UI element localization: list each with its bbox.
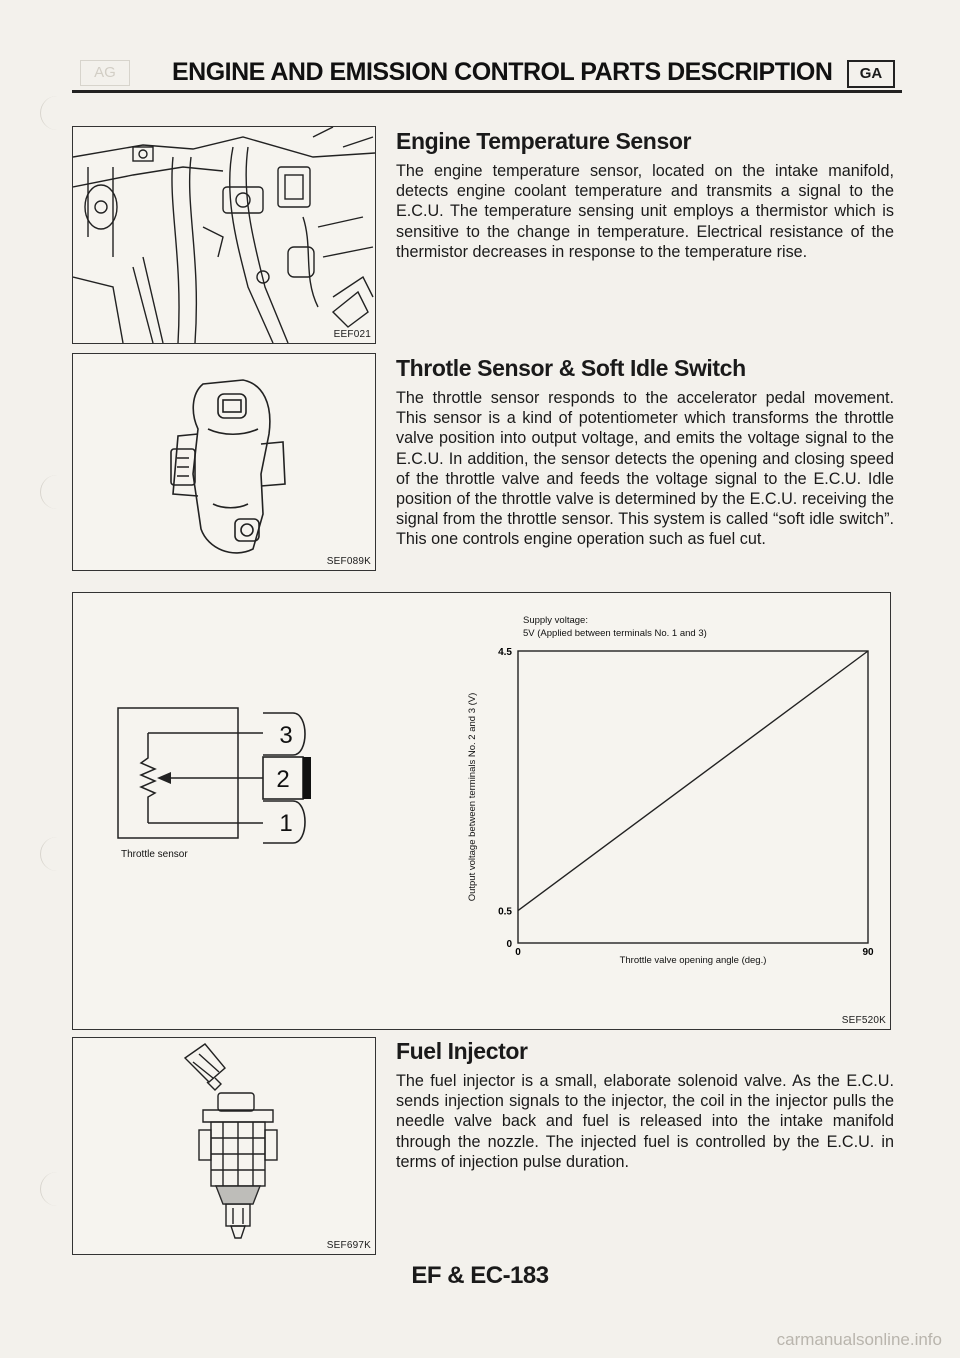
chart-subtitle: 5V (Applied between terminals No. 1 and 3) [523,628,707,639]
engine-temp-sensor-figure [72,126,376,344]
chart-plot-frame [518,651,868,943]
throttle-sensor-illustration [73,354,375,570]
connector-latch [303,757,311,799]
engine-temp-section [396,128,894,262]
punch-hole-mark [40,96,67,130]
figure-code: SEF697K [326,1240,371,1251]
terminal-2-label: 2 [276,766,290,793]
terminal-1-label: 1 [279,810,293,837]
page-number: EF & EC-183 [411,1262,549,1289]
fuel-injector-figure [72,1037,376,1255]
punch-hole-mark [40,837,67,871]
chart-y-tick-label: 4.5 [498,647,512,658]
section-body: The throttle sensor responds to the accelerator pedal movement. This sensor is a kind of potentiometer which transforms the throttle valve position into output voltage, and emits the voltage signal to the E.C.U. In addition, the sensor detects the opening and closing speed of the throttle valve and feeds the voltage signal to the E.C.U. Idle position of the throttle valve is determined by the E.C.U. receiving the signal from the throttle sensor. This system is called “soft idle switch”. This one controls engine operation such as fuel cut. [396,389,894,549]
section-body: The fuel injector is a small, elaborate solenoid valve. As the E.C.U. sends injection signals to the injector, the coil in the injector pulls the needle valve back and fuel is released into the intake manifold through the nozzle. The injected fuel is controlled by the E.C.U. in terms of injection pulse duration. [396,1072,894,1171]
punch-hole-mark [40,1172,67,1206]
figure-code: EEF021 [333,329,371,340]
figure-code: SEF520K [841,1015,886,1026]
page-title: ENGINE AND EMISSION CONTROL PARTS DESCRIPTION [172,58,833,86]
chart-x-tick-label: 0 [515,947,521,958]
section-heading: Fuel Injector [396,1038,528,1064]
section-heading: Engine Temperature Sensor [396,128,692,154]
site-watermark: carmanualsonline.info [776,1330,942,1349]
engine-code-badge: GA [847,60,895,88]
sensor-caption: Throttle sensor [121,849,188,860]
engine-bay-illustration [73,127,375,343]
fuel-injector-illustration [73,1038,375,1254]
voltage-characteristic-chart [383,607,883,1007]
section-heading: Throtle Sensor & Soft Idle Switch [396,355,746,381]
chart-x-tick-label: 90 [862,947,874,958]
throttle-sensor-figure [72,353,376,571]
chart-title: Supply voltage: [523,615,588,626]
page-header [72,52,902,94]
chart-x-axis-label: Throttle valve opening angle (deg.) [619,955,767,966]
fuel-injector-section [396,1038,894,1172]
chart-y-axis-label: Output voltage between terminals No. 2 and 3 (V) [467,692,478,902]
faded-section-tag: AG [80,60,130,86]
sensor-housing [118,708,238,838]
punch-hole-mark [40,475,67,509]
chart-y-tick-label: 0.5 [498,906,512,918]
resistor-symbol [141,733,155,823]
section-body: The engine temperature sensor, located on the intake manifold, detects engine coolant temperature and transmits a signal to the E.C.U. The temperature sensing unit employs a thermistor which is sensitive to the change in temperature. Electrical resistance of the thermistor decreases in response to the temperature rise. [396,162,894,261]
header-rule [72,90,902,93]
throttle-sensor-wiring-diagram [103,693,363,933]
figure-code: SEF089K [326,556,371,567]
chart-y-tick-label: 0 [506,939,512,950]
throttle-sensor-characteristic-figure [72,592,891,1030]
wiper-arrow-icon [157,772,171,784]
throttle-section [396,355,894,550]
terminal-3-label: 3 [279,722,293,749]
chart-series-line [518,651,868,911]
